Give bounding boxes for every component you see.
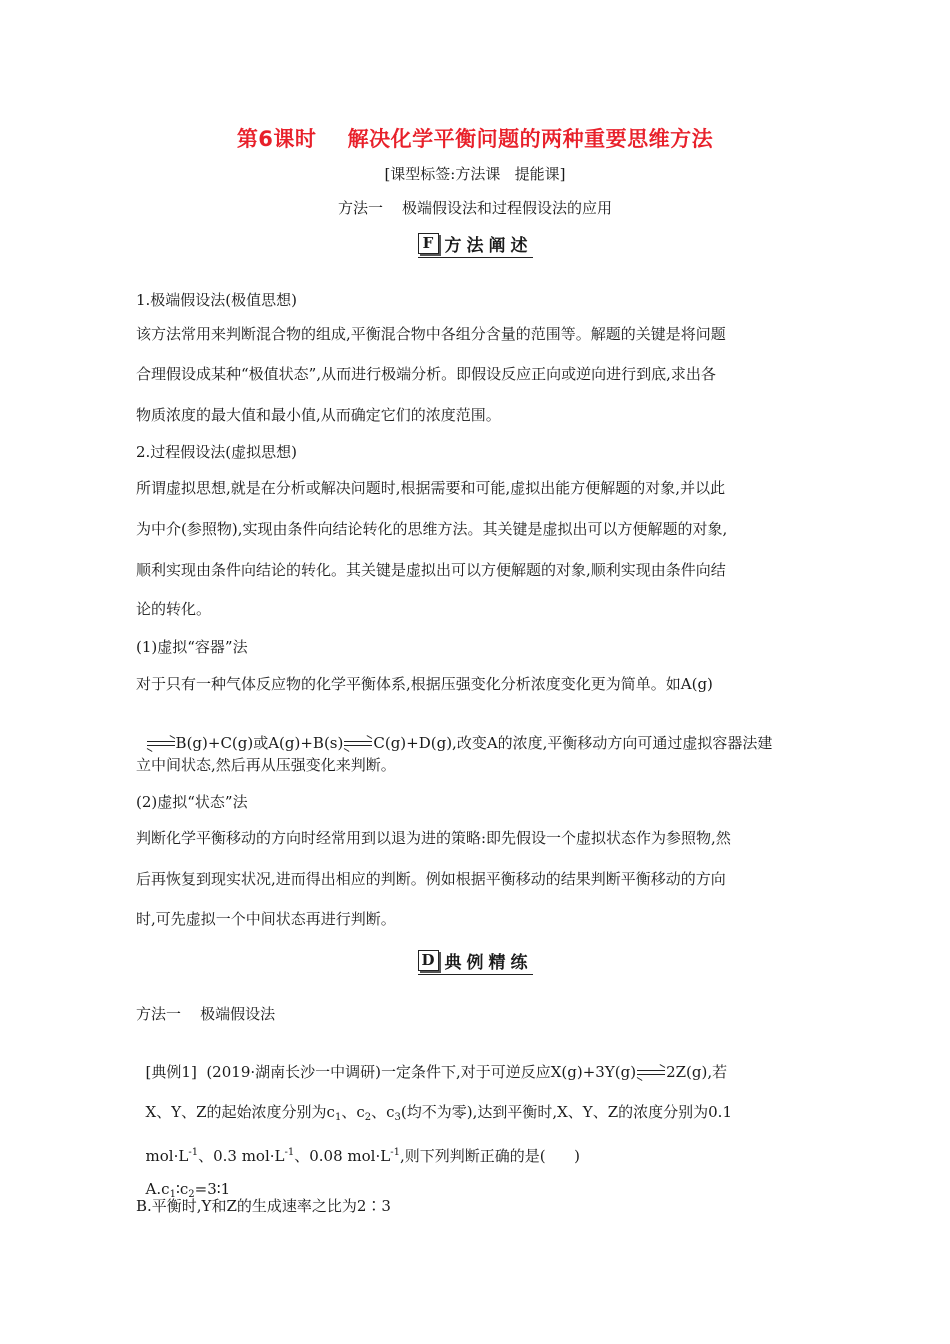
text-line: 该方法常用来判断混合物的组成,平衡混合物中各组分含量的范围等。解题的关键是将问题: [136, 325, 726, 343]
equilibrium-arrow-icon: [344, 739, 372, 749]
equation-line: B(g)+C(g)或A(g)+B(s) C(g)+D(g),改变A的浓度,平衡移动方向可通过虚拟容器法建: [136, 713, 816, 753]
text-line: 1.极端假设法(极值思想): [136, 291, 298, 309]
example-method-heading: 方法一 极端假设法: [136, 1005, 276, 1023]
section-banner-worked-examples: [0, 948, 950, 978]
banner-letter-icon: D: [418, 950, 439, 971]
text-line: 顺利实现由条件向结论的转化。其关键是虚拟出可以方便解题的对象,顺利实现由条件向结: [136, 561, 726, 579]
page-title: 第6课时 解决化学平衡问题的两种重要思维方法: [236, 127, 714, 151]
option-b: B.平衡时,Y和Z的生成速率之比为2∶3: [136, 1197, 391, 1215]
banner-heading: 方法阐述: [444, 236, 533, 256]
lesson-tag: [课型标签:方法课 提能课]: [384, 165, 566, 183]
text-line: (2)虚拟“状态”法: [136, 793, 248, 811]
question-line: $mol\cdot L^{-1}$、0.3 $mol\cdot L^{-1}$、0.08 $mol\cdot L^{-1}$,则下列判断正确的是( ): [145, 1147, 581, 1165]
text-line: 为中介(参照物),实现由条件向结论转化的思维方法。其关键是虚拟出可以方便解题的对象,: [136, 520, 728, 538]
question-line: [典例1] (2019·湖南长沙一中调研)一定条件下,对于可逆反应X(g)+3Y(g) 2Z(g),若: [145, 1063, 728, 1081]
equilibrium-arrow-icon: [147, 739, 175, 749]
banner-heading: 典例精练: [444, 953, 533, 973]
text-line: 2.过程假设法(虚拟思想): [136, 443, 298, 461]
question-line: X、Y、Z的起始浓度分别为$c_1$、$c_2$、$c_3$(均不为零),达到平衡时,X、Y、Z的浓度分别为0.1: [145, 1103, 732, 1123]
text-line: 时,可先虚拟一个中间状态再进行判断。: [136, 910, 396, 928]
text-line: 所谓虚拟思想,就是在分析或解决问题时,根据需要和可能,虚拟出能方便解题的对象,并以此: [136, 479, 726, 497]
text-line: (1)虚拟“容器”法: [136, 638, 248, 656]
banner-letter-icon: F: [418, 233, 439, 254]
text-line: 立中间状态,然后再从压强变化来判断。: [136, 756, 396, 774]
text-line: 对于只有一种气体反应物的化学平衡体系,根据压强变化分析浓度变化更为简单。如A(g): [136, 675, 713, 693]
text-line: 后再恢复到现实状况,进而得出相应的判断。例如根据平衡移动的结果判断平衡移动的方向: [136, 870, 726, 888]
text-line: 物质浓度的最大值和最小值,从而确定它们的浓度范围。: [136, 406, 501, 424]
section-banner-method-explanation: [0, 231, 950, 261]
equilibrium-arrow-icon: [637, 1068, 665, 1078]
text-line: 论的转化。: [136, 600, 212, 618]
option-a: $A.c_1∶c_2=3∶1$: [145, 1180, 231, 1200]
text-line: 合理假设成某种“极值状态”,从而进行极端分析。即假设反应正向或逆向进行到底,求出各: [136, 365, 716, 383]
method-subtitle: 方法一 极端假设法和过程假设法的应用: [337, 199, 613, 217]
text-line: 判断化学平衡移动的方向时经常用到以退为进的策略:即先假设一个虚拟状态作为参照物,然: [136, 829, 731, 847]
